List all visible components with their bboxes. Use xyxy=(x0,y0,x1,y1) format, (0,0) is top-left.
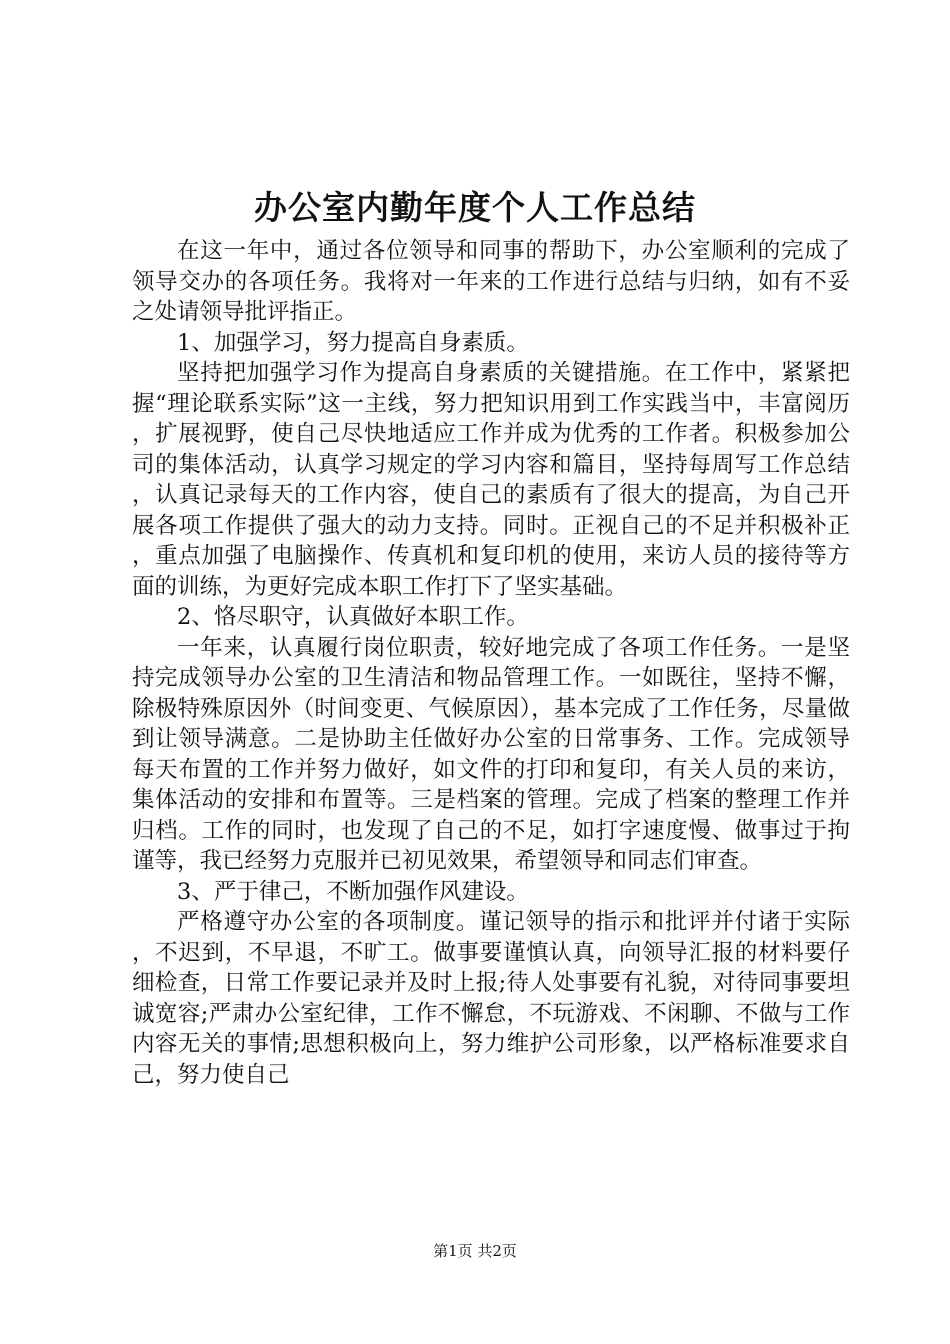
section-heading-discipline: 3、严于律己，不断加强作风建设。 xyxy=(177,878,529,905)
study-paragraph: 坚持把加强学习作为提高自身素质的关键措施。在工作中，紧紧把握“理论联系实际”这一主线，努力把知识用到工作实践当中，丰富阅历，扩展视野，使自己尽快地适应工作并成为优秀的工作者。积极参加公司的集体活动，认真学习规定的学习内容和篇目，坚持每周写工作总结，认真记录每天的工作内容，使自己的素质有了很大的提高，为自己开展各项工作提供了强大的动力支持。同时。正视自己的不足并积极补正，重点加强了电脑操作、传真机和复印机的使用，来访人员的接待等方面的训练，为更好完成本职工作打下了坚实基础。 xyxy=(132,360,850,600)
duty-paragraph: 一年来，认真履行岗位职责，较好地完成了各项工作任务。一是坚持完成领导办公室的卫生清洁和物品管理工作。一如既往，坚持不懈，除极特殊原因外（时间变更、气候原因），基本完成了工作任务，尽量做到让领导满意。二是协助主任做好办公室的日常事务、工作。完成领导每天布置的工作并努力做好，如文件的打印和复印，有关人员的来访，集体活动的安排和布置等。三是档案的管理。完成了档案的整理工作并归档。工作的同时，也发现了自己的不足，如打字速度慢、做事过于拘谨等，我已经努力克服并已初见效果，希望领导和同志们审查。 xyxy=(132,634,850,874)
section-heading-duty: 2、恪尽职守，认真做好本职工作。 xyxy=(177,604,529,630)
document-body xyxy=(132,236,850,1090)
document-title: 办公室内勤年度个人工作总结 xyxy=(254,188,696,227)
intro-paragraph: 在这一年中，通过各位领导和同事的帮助下，办公室顺利的完成了领导交办的各项任务。我将对一年来的工作进行总结与归纳，如有不妥之处请领导批评指正。 xyxy=(132,238,850,325)
page-number: 第1页 共2页 xyxy=(433,1242,517,1260)
section-heading-study: 1、加强学习，努力提高自身素质。 xyxy=(177,329,529,356)
discipline-paragraph: 严格遵守办公室的各项制度。谨记领导的指示和批评并付诸于实际，不迟到，不早退，不旷工。做事要谨慎认真，向领导汇报的材料要仔细检查，日常工作要记录并及时上报;待人处事要有礼貌，对待同事要坦诚宽容;严肃办公室纪律，工作不懈怠，不玩游戏、不闲聊、不做与工作内容无关的事情;思想积极向上，努力维护公司形象，以严格标准要求自己，努力使自己 xyxy=(132,909,850,1088)
